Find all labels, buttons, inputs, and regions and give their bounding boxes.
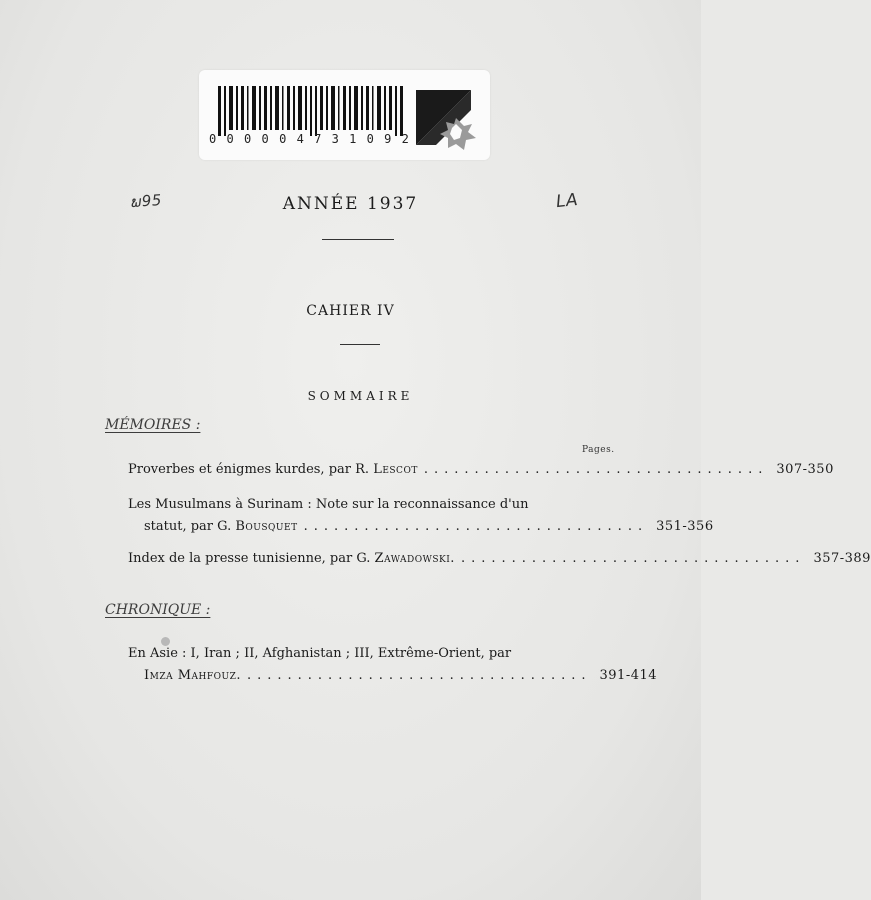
barcode-digit: 2 (401, 132, 409, 146)
entry-author: Bousquet (235, 519, 298, 534)
barcode-digit: 1 (349, 132, 357, 146)
barcode-digit: 0 (261, 132, 269, 146)
issue-title: CAHIER IV (306, 303, 395, 319)
toc-entry (128, 548, 871, 570)
barcode-digit: 3 (331, 132, 339, 146)
pages-column-label: Pages. (582, 445, 615, 455)
year-title: ANNÉE 1937 (282, 194, 419, 214)
barcode-digit: 0 (279, 132, 287, 146)
entry-author: Imza Mahfouz. (144, 668, 241, 683)
barcode-digit: 0 (226, 132, 234, 146)
divider (322, 239, 394, 240)
section-heading-memoires: MÉMOIRES : (105, 417, 201, 433)
entry-author: Lescot (373, 462, 418, 477)
entry-pages: 357-389 (813, 551, 871, 566)
handwritten-mark-left: ພ95 (130, 190, 163, 212)
leader-dots: .................................. (247, 668, 592, 683)
barcode-digit: 7 (314, 132, 322, 146)
entry-pages: 307-350 (776, 462, 834, 477)
entry-title: Index de la presse tunisienne, par G. Zawadowski. (128, 551, 455, 566)
entry-title: Les Musulmans à Surinam : Note sur la reconnaissance d'un (128, 497, 529, 512)
barcode-digit: 9 (384, 132, 392, 146)
barcode-digit: 0 (366, 132, 374, 146)
leader-dots: .................................. (303, 519, 649, 534)
toc-entry (128, 643, 658, 687)
library-logo-icon (416, 90, 478, 152)
entry-pages: 351-356 (656, 519, 714, 534)
barcode-digit: 0 (244, 132, 252, 146)
barcode-icon (218, 86, 408, 136)
leader-dots: .................................. (423, 462, 769, 477)
divider (340, 344, 380, 345)
entry-author: Zawadowski. (374, 551, 455, 566)
handwritten-mark-right: LA (555, 189, 580, 213)
toc-entry (128, 494, 714, 538)
leader-dots: .................................. (460, 551, 806, 566)
barcode-label (199, 70, 490, 160)
barcode-digit: 0 (209, 132, 217, 146)
barcode-digits (209, 132, 409, 146)
entry-title: En Asie : I, Iran ; II, Afghanistan ; III, Extrême-Orient, par (128, 646, 512, 661)
entry-title: Proverbes et énigmes kurdes, par R. Lescot (128, 462, 418, 477)
barcode-digit: 4 (296, 132, 304, 146)
toc-entry (128, 459, 834, 481)
summary-title: SOMMAIRE (307, 389, 414, 403)
entry-pages: 391-414 (599, 668, 658, 683)
entry-title-cont: statut, par G. Bousquet (144, 519, 298, 534)
section-heading-chronique: CHRONIQUE : (105, 602, 211, 618)
